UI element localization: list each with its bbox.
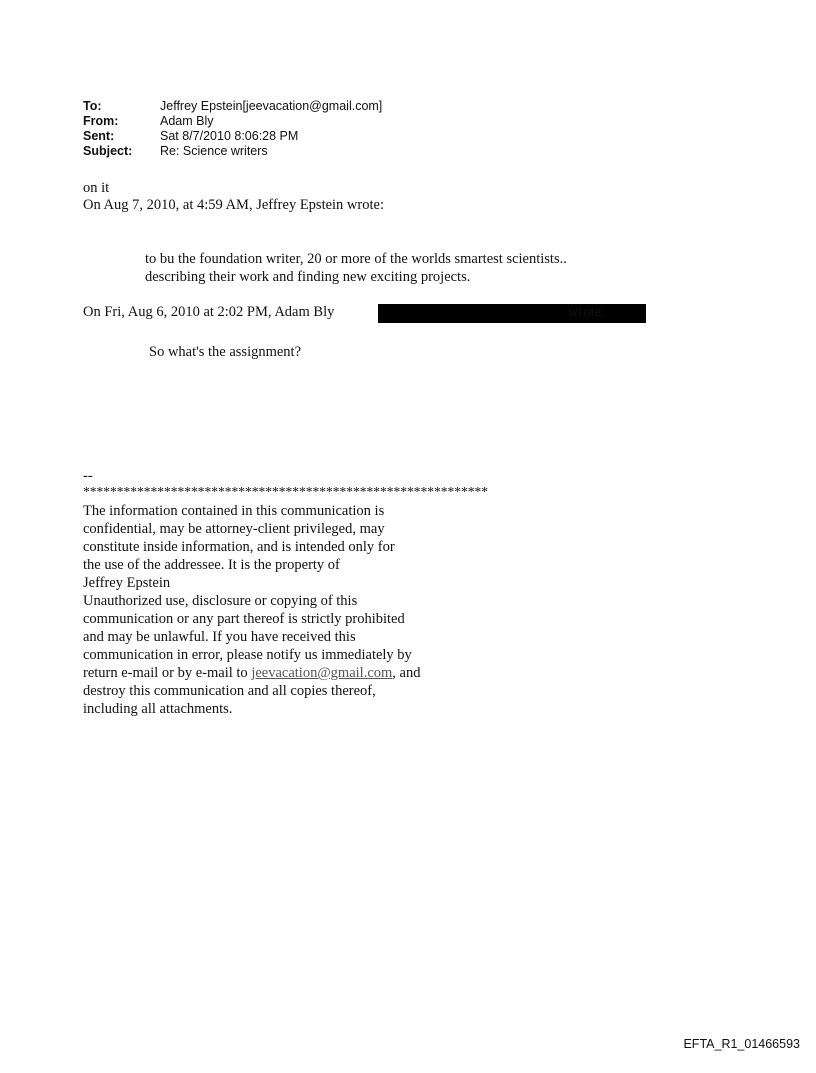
sent-value: Sat 8/7/2010 8:06:28 PM [160, 129, 299, 143]
to-row [83, 99, 382, 114]
subject-label: Subject: [83, 144, 133, 158]
quote-line: describing their work and finding new exciting projects. [145, 269, 471, 285]
from-value: Adam Bly [160, 114, 214, 128]
disclaimer-line: and may be unlawful. If you have received this [83, 629, 356, 645]
signature-stars: ************************************************************ [83, 484, 488, 499]
attribution-1: On Aug 7, 2010, at 4:59 AM, Jeffrey Epstein wrote: [83, 197, 384, 213]
return-suffix: , and [392, 665, 421, 681]
disclaimer-line: including all attachments. [83, 701, 233, 717]
quoted-message [145, 250, 567, 286]
from-label: From: [83, 114, 119, 128]
to-label: To: [83, 99, 102, 113]
disclaimer [83, 502, 420, 718]
redaction-block [378, 304, 646, 323]
inner-quote: So what's the assignment? [149, 344, 302, 360]
disclaimer-line: destroy this communication and all copies thereof, [83, 683, 376, 699]
subject-row [83, 144, 382, 159]
from-row [83, 114, 382, 129]
sent-row [83, 129, 382, 144]
disclaimer-line: Jeffrey Epstein [83, 575, 171, 591]
disclaimer-line: confidential, may be attorney-client privileged, may [83, 521, 385, 537]
disclaimer-line: communication or any part thereof is strictly prohibited [83, 611, 405, 627]
email-header [83, 99, 382, 159]
email-link[interactable]: jeevacation@gmail.com [251, 665, 393, 681]
return-prefix: return e-mail or by e-mail to [83, 665, 252, 681]
disclaimer-line: constitute inside information, and is intended only for [83, 539, 395, 555]
signature-dash: -- [83, 468, 93, 484]
to-value: Jeffrey Epstein[jeevacation@gmail.com] [160, 99, 383, 113]
disclaimer-line: communication in error, please notify us immediately by [83, 647, 412, 663]
attribution-2-prefix: On Fri, Aug 6, 2010 at 2:02 PM, Adam Bly [83, 304, 335, 320]
attribution-2-suffix: wrote: [568, 304, 606, 320]
disclaimer-line: The information contained in this communication is [83, 503, 385, 519]
subject-value: Re: Science writers [160, 144, 268, 158]
disclaimer-line: the use of the addressee. It is the property of [83, 557, 340, 573]
reply-text: on it [83, 180, 110, 196]
sent-label: Sent: [83, 129, 115, 143]
disclaimer-line: Unauthorized use, disclosure or copying of this [83, 593, 358, 609]
disclaimer-line [83, 664, 420, 682]
attribution-2 [83, 303, 643, 321]
document-id: EFTA_R1_01466593 [683, 1037, 800, 1051]
quote-line: to bu the foundation writer, 20 or more of the worlds smartest scientists.. [145, 251, 567, 267]
